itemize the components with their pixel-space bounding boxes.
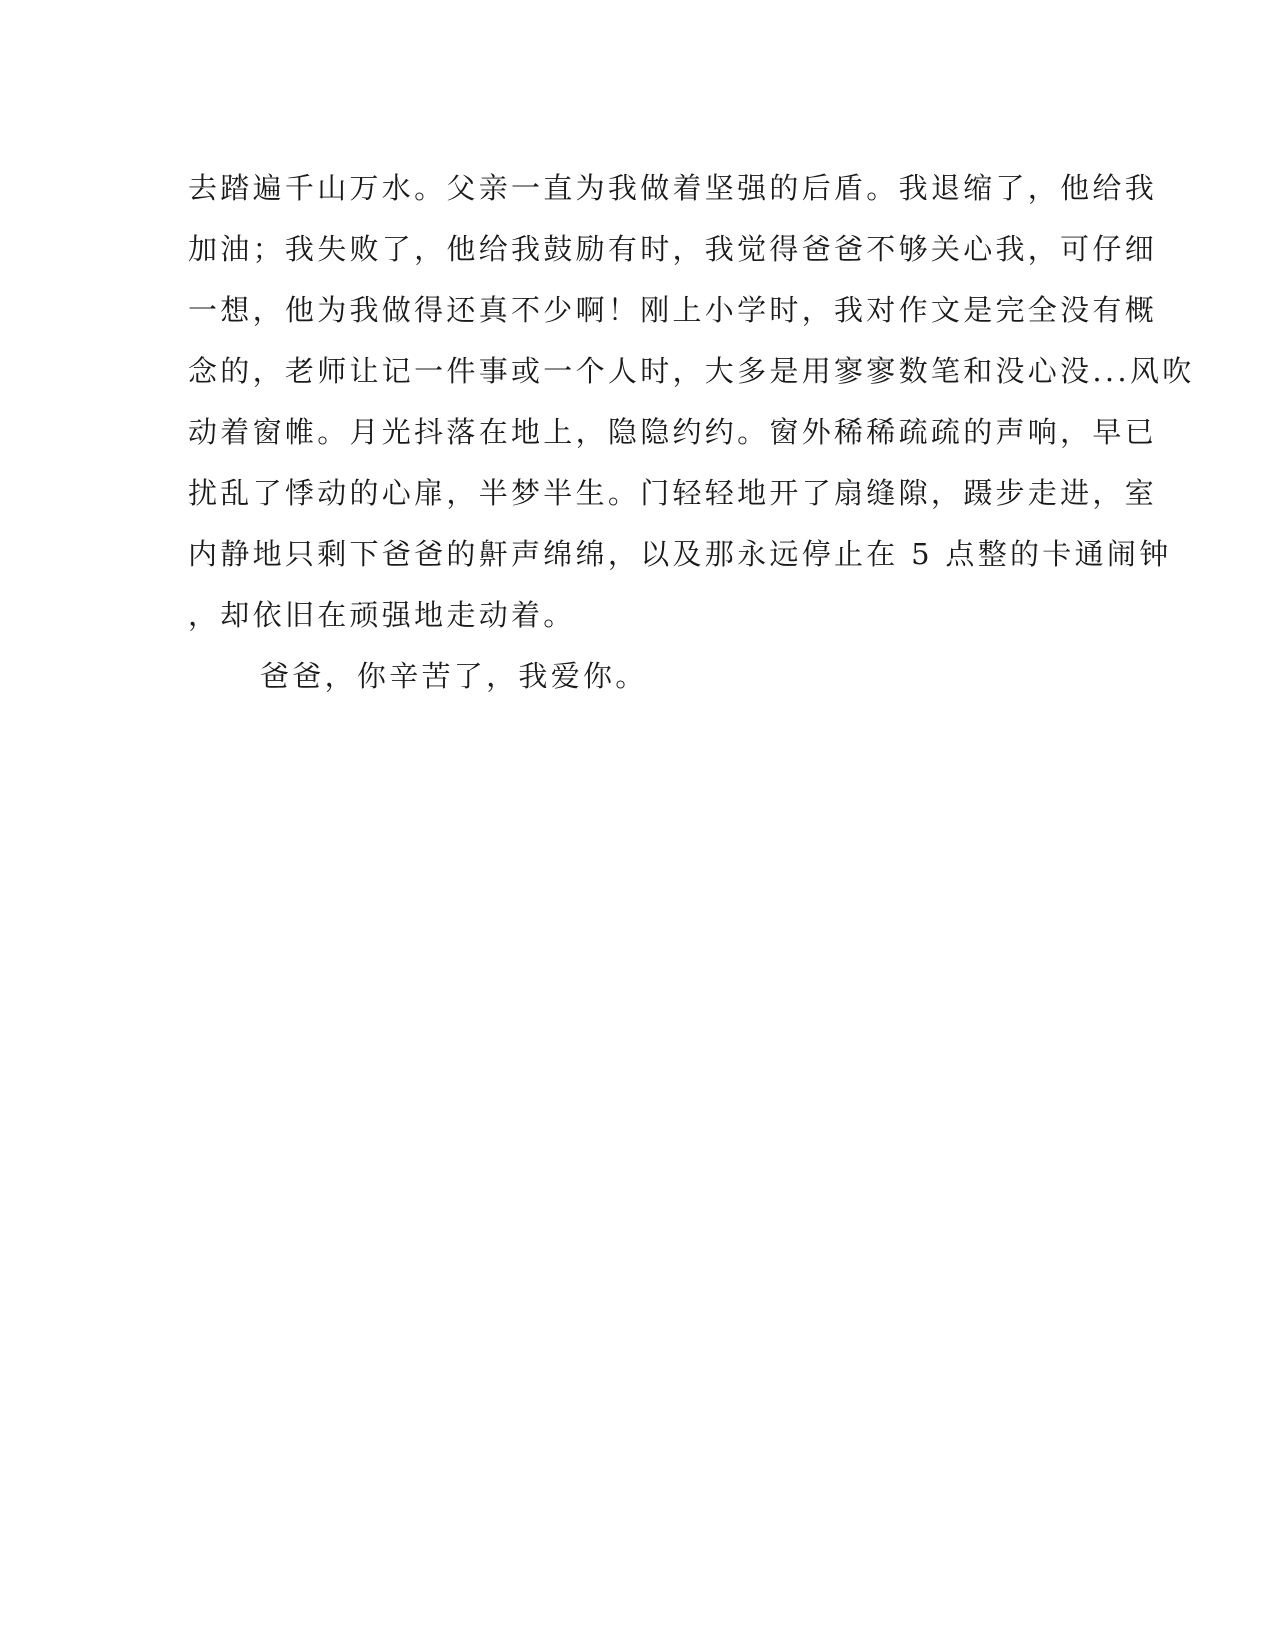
text-line: 扰乱了悸动的心扉，半梦半生。门轻轻地开了扇缝隙，蹑步走进，室 [188,476,1158,510]
body-text [188,158,1195,707]
text-line: 去踏遍千山万水。父亲一直为我做着坚强的后盾。我退缩了，他给我 [188,171,1158,205]
text-line: 动着窗帷。月光抖落在地上，隐隐约约。窗外稀稀疏疏的声响，早已 [188,415,1158,449]
text-line: ，却依旧在顽强地走动着。 [188,598,576,632]
text-line: 念的，老师让记一件事或一个人时，大多是用寥寥数笔和没心没...风吹 [188,354,1195,388]
text-line: 内静地只剩下爸爸的鼾声绵绵，以及那永远停止在 5 点整的卡通闹钟 [188,537,1172,571]
text-line: 加油；我失败了，他给我鼓励有时，我觉得爸爸不够关心我，可仔细 [188,232,1158,266]
text-line: 一想，他为我做得还真不少啊！刚上小学时，我对作文是完全没有概 [188,293,1158,327]
closing-line: 爸爸，你辛苦了，我爱你。 [260,659,648,693]
